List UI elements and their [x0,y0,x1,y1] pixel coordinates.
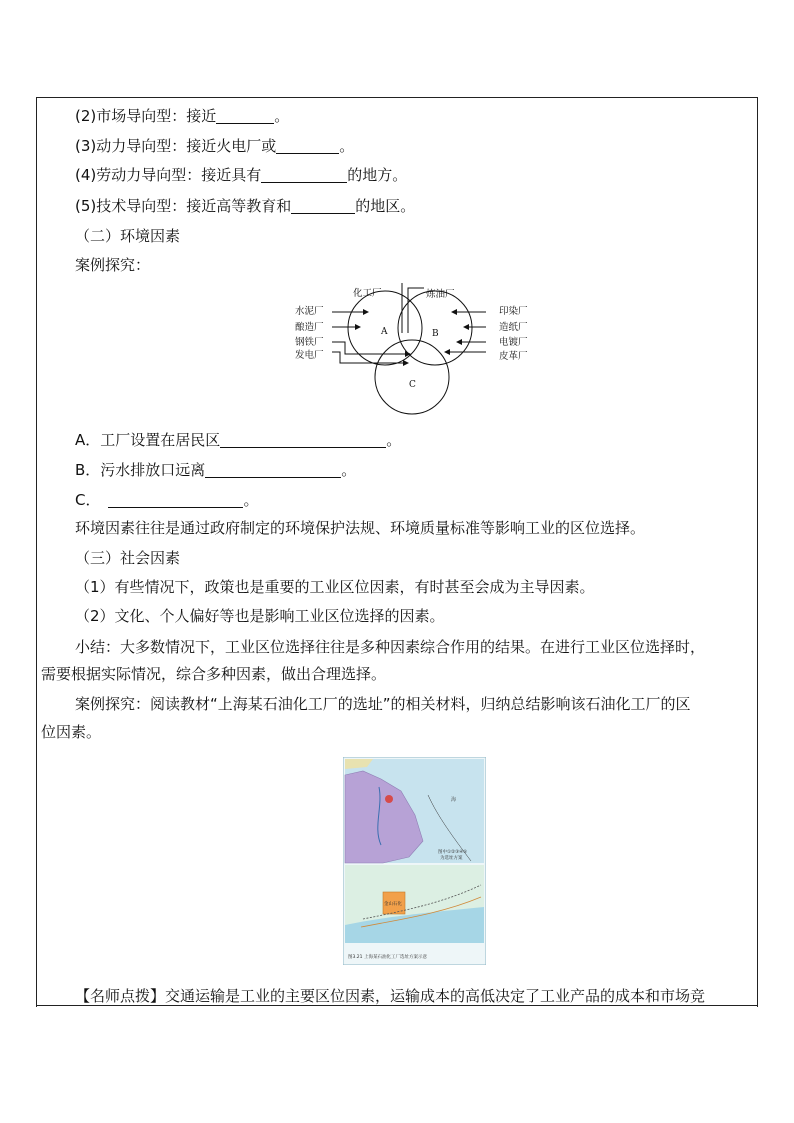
case-study-label: 案例探究： [75,256,151,274]
section-social-title: （三）社会因素 [75,549,181,567]
question-market-oriented [75,106,289,126]
line-text: 的地区。 [355,197,416,215]
answer-blank[interactable] [220,431,386,448]
map-caption: 图3.21 上海某石油化工厂选址方案示意 [348,955,427,960]
question-labor-oriented [75,165,407,185]
label-plating-plant: 电镀厂 [499,337,528,348]
arrow-head [456,339,462,345]
circle-c [375,340,449,414]
answer-blank[interactable] [291,197,355,214]
shanghai-petrochemical-map [343,757,486,965]
label-leather-plant: 皮革厂 [499,351,528,362]
arrow-head [463,324,469,330]
answer-blank[interactable] [216,107,274,124]
label-cement-plant: 水泥厂 [295,306,324,317]
teacher-tip: 【名师点拨】交通运输是工业的主要区位因素，运输成本的高低决定了工业产品的成本和市场竞 [75,987,706,1005]
line-text: (2)市场导向型：接近 [75,107,217,125]
arrow-head [363,309,369,315]
answer-blank[interactable] [261,166,347,183]
label-power-plant: 发电厂 [295,350,324,361]
line-text: 。 [386,431,402,449]
line-text: (3)动力导向型：接近火电厂或 [75,137,277,155]
arrow-head [403,360,409,366]
label-refinery: 炼油厂 [426,289,455,300]
environment-factors-note: 环境因素往往是通过政府制定的环境保护法规、环境质量标准等影响工业的区位选择。 [75,519,646,537]
line-text: C． [75,491,101,509]
map-proposal-note-2: 为选址方案 [440,856,463,861]
label-circle-a: A [381,327,388,337]
map-sea-label: 海 [451,797,457,803]
summary-line-1: 小结：大多数情况下，工业区位选择往往是多种因素综合作用的结果。在进行工业区位选择时， [75,638,706,656]
option-a [75,430,401,450]
line-text: 。 [243,491,259,509]
question-tech-oriented [75,196,415,216]
map-proposal-note: 图中①②③④⑤ [438,850,468,855]
factory-location-diagram [290,283,530,416]
option-b [75,460,356,480]
arrow-head [355,324,361,330]
line-text: (4)劳动力导向型：接近具有 [75,166,262,184]
line-text: 。 [339,137,355,155]
label-chemical-plant: 化工厂 [353,288,382,299]
label-brewery: 酿造厂 [295,322,324,333]
summary-line-2: 需要根据实际情况，综合多种因素，做出合理选择。 [41,665,387,683]
answer-blank[interactable] [205,461,341,478]
line-text: B．污水排放口远离 [75,461,206,479]
plant-label: 金山石化 [384,902,402,907]
social-point-2: （2）文化、个人偏好等也是影响工业区位选择的因素。 [75,607,445,625]
option-c [75,490,259,510]
label-circle-b: B [432,329,439,339]
section-environment-title: （二）环境因素 [75,227,181,245]
line-text: A．工厂设置在居民区 [75,431,221,449]
line-text: 。 [274,107,290,125]
label-paper-mill: 造纸厂 [499,322,528,333]
social-point-1: （1）有些情况下，政策也是重要的工业区位因素，有时甚至会成为主导因素。 [75,578,595,596]
label-steel-plant: 钢铁厂 [295,337,324,348]
arrow-line-steel [332,342,405,354]
answer-blank[interactable] [276,137,339,154]
answer-blank[interactable] [108,491,243,508]
label-circle-c: C [409,380,416,390]
line-text: 。 [341,461,357,479]
case-study-line-2: 位因素。 [41,723,102,741]
line-text: 的地方。 [347,166,408,184]
arrow-head [451,309,457,315]
case-study-line-1: 案例探究：阅读教材“上海某石油化工厂的选址”的相关材料，归纳总结影响该石油化工厂的区 [75,695,691,713]
label-dyeing-plant: 印染厂 [499,306,528,317]
line-text: (5)技术导向型：接近高等教育和 [75,197,292,215]
arrow-head [444,349,450,355]
arrow-head [405,351,411,357]
city-center-marker [385,795,393,803]
question-power-oriented [75,136,354,156]
